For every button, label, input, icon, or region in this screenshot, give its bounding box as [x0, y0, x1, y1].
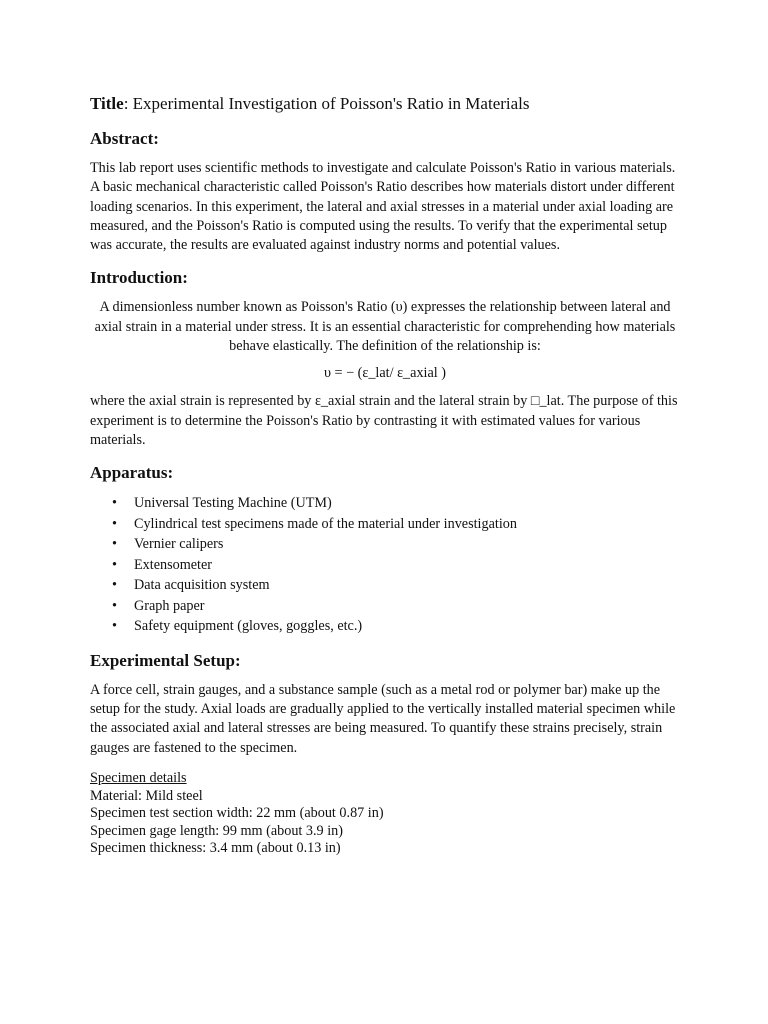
list-item: • Graph paper	[134, 596, 680, 617]
document-title	[90, 92, 680, 116]
specimen-gage-length: Specimen gage length: 99 mm (about 3.9 in)	[90, 822, 343, 839]
poisson-equation: υ = − (ε_lat/ ε_axial )	[323, 365, 446, 382]
introduction-section	[90, 267, 680, 450]
apparatus-heading: Apparatus:	[90, 463, 174, 483]
specimen-details-heading: Specimen details	[90, 769, 187, 786]
list-item: • Vernier calipers	[134, 534, 680, 555]
list-item: • Safety equipment (gloves, goggles, etc.)	[134, 616, 680, 637]
introduction-paragraph: A dimensionless number known as Poisson's Ratio (υ) expresses the relationship between lateral and axial strain in a material under stress. It is an essential characteristic for comprehending how materials behave elastically. The definition of the relationship is:	[94, 299, 676, 355]
introduction-paragraph-2: where the axial strain is represented by ε_axial strain and the lateral strain by □_lat. The purpose of this experiment is to determine the Poisson's Ratio by contrasting it with estimated values for various materials.	[90, 393, 678, 448]
title-separator: :	[123, 94, 133, 113]
document-page	[90, 92, 680, 858]
list-item: • Extensometer	[134, 555, 680, 576]
abstract-paragraph: This lab report uses scientific methods to investigate and calculate Poisson's Ratio in various materials. A basic mechanical characteristic called Poisson's Ratio describes how materials distort under different loading scenarios. In this experiment, the lateral and axial stresses in a material under axial loading are measured, and the Poisson's Ratio is computed using the results. To verify that the experimental setup was accurate, the results are evaluated against industry norms and potential values.	[90, 160, 676, 254]
experimental-setup-paragraph: A force cell, strain gauges, and a substance sample (such as a metal rod or polymer bar) make up the setup for the study. Axial loads are gradually applied to the vertically installed material specimen while the associated axial and lateral stresses are being measured. To quantify these strains precisely, strain gauges are fastened to the specimen.	[90, 681, 676, 756]
introduction-heading: Introduction:	[90, 268, 188, 288]
experimental-setup-section	[90, 650, 680, 758]
abstract-heading: Abstract:	[90, 129, 159, 148]
apparatus-list	[90, 493, 680, 637]
specimen-details	[90, 770, 680, 858]
title-text: Experimental Investigation of Poisson's Ratio in Materials	[132, 94, 530, 113]
experimental-setup-heading: Experimental Setup:	[90, 650, 241, 670]
apparatus-section	[90, 462, 680, 637]
title-label: Title	[90, 94, 124, 113]
list-item: • Data acquisition system	[134, 575, 680, 596]
list-item: • Universal Testing Machine (UTM)	[134, 493, 680, 514]
abstract-section	[90, 128, 680, 255]
specimen-width: Specimen test section width: 22 mm (about 0.87 in)	[90, 805, 384, 822]
specimen-material: Material: Mild steel	[90, 787, 203, 804]
list-item: • Cylindrical test specimens made of the material under investigation	[134, 514, 680, 535]
specimen-thickness: Specimen thickness: 3.4 mm (about 0.13 in)	[90, 840, 341, 857]
